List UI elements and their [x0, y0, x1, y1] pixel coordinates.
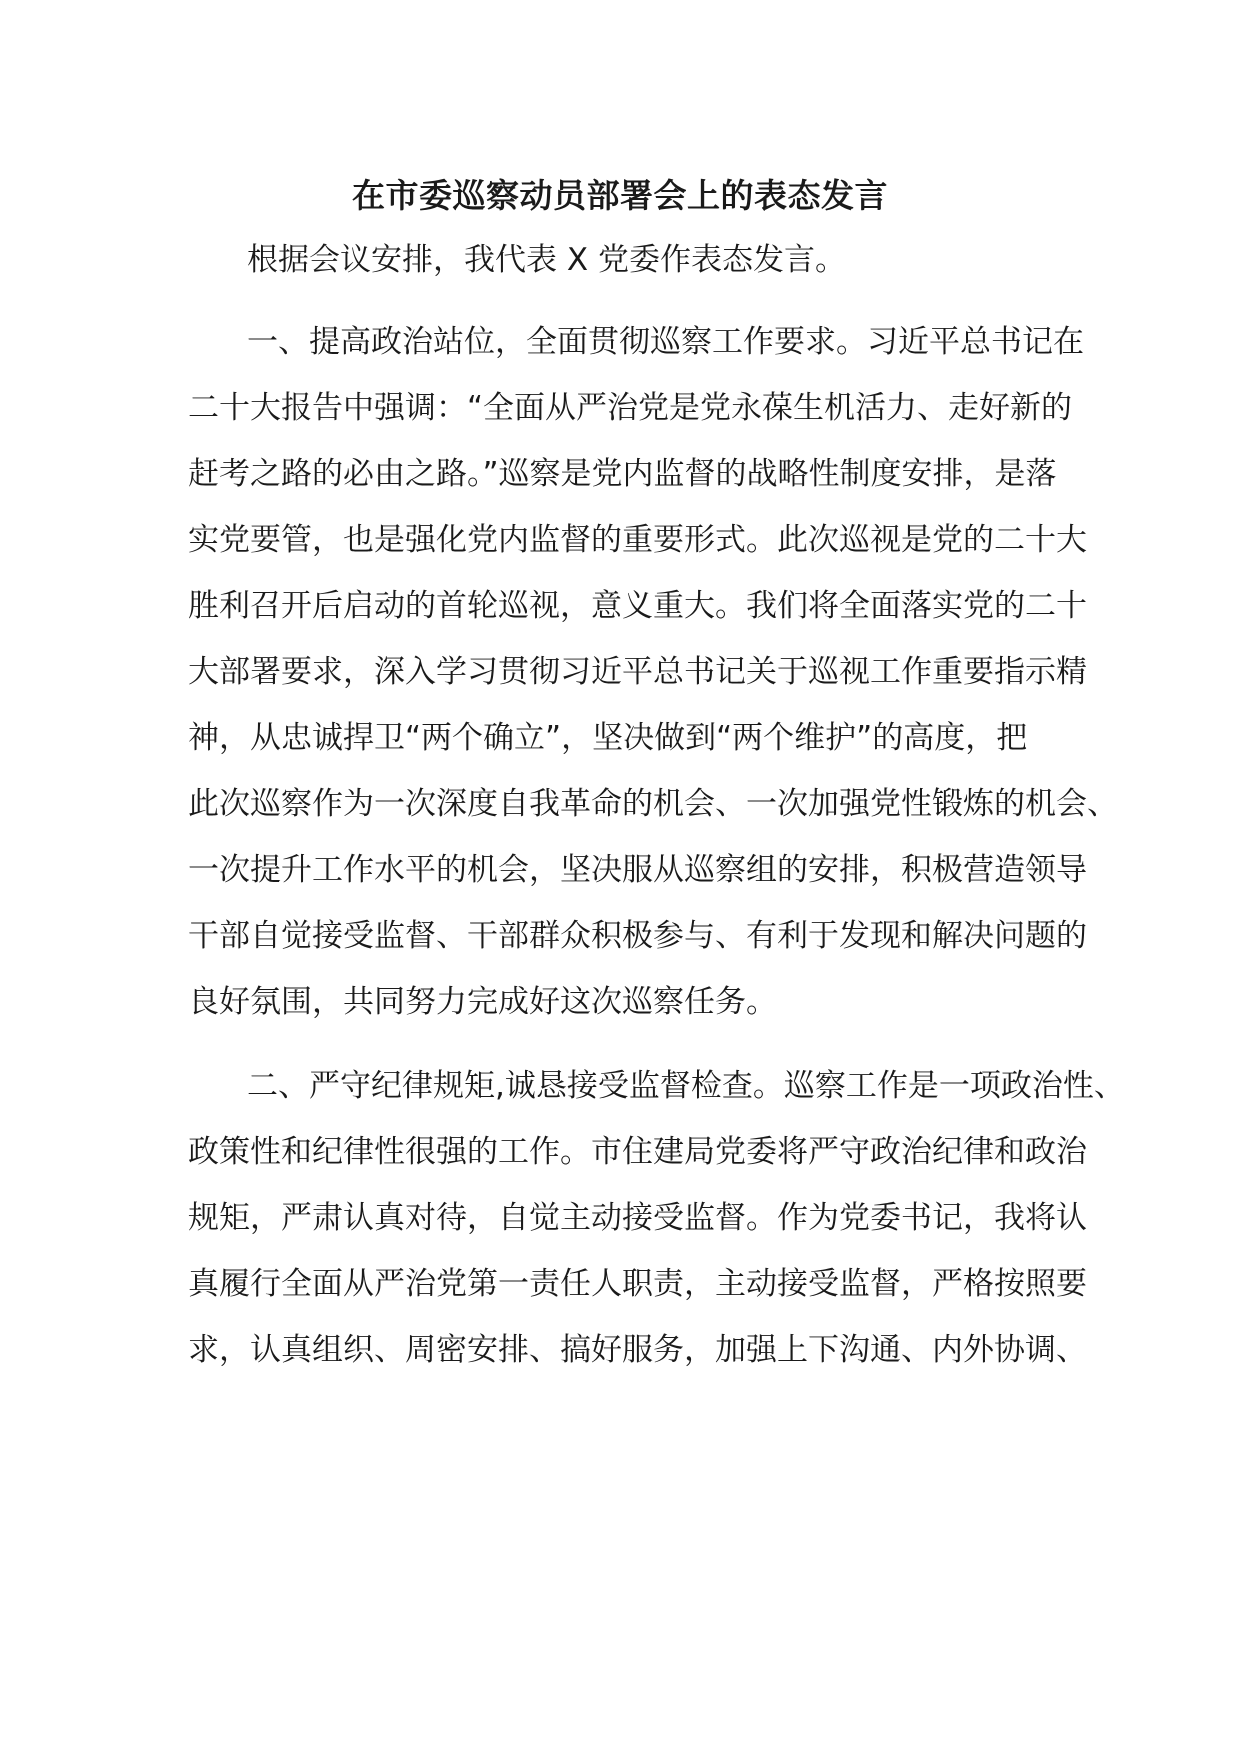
paragraph-3-line-4: 真履行全面从严治党第一责任人职责，主动接受监督，严格按照要 — [188, 1266, 1087, 1302]
paragraph-2-line-5: 胜利召开后启动的首轮巡视，意义重大。我们将全面落实党的二十 — [188, 588, 1087, 624]
paragraph-2-line-1: 一、提高政治站位，全面贯彻巡察工作要求。习近平总书记在 — [247, 324, 1084, 360]
paragraph-3-line-3: 规矩，严肃认真对待，自觉主动接受监督。作为党委书记，我将认 — [188, 1200, 1087, 1236]
paragraph-2-line-9: 一次提升工作水平的机会，坚决服从巡察组的安排，积极营造领导 — [188, 852, 1087, 888]
paragraph-2-line-3: 赶考之路的必由之路。”巡察是党内监督的战略性制度安排，是落 — [188, 456, 1057, 492]
paragraph-3-line-1: 二、严守纪律规矩,诚恳接受监督检查。巡察工作是一项政治性、 — [247, 1068, 1125, 1104]
document-title: 在市委巡察动员部署会上的表态发言 — [352, 176, 888, 215]
paragraph-2-line-11: 良好氛围，共同努力完成好这次巡察任务。 — [188, 984, 777, 1020]
paragraph-2-line-10: 干部自觉接受监督、干部群众积极参与、有利于发现和解决问题的 — [188, 918, 1087, 954]
paragraph-3-line-5: 求，认真组织、周密安排、搞好服务，加强上下沟通、内外协调、 — [188, 1332, 1087, 1368]
paragraph-2-line-8: 此次巡察作为一次深度自我革命的机会、一次加强党性锻炼的机会、 — [188, 786, 1118, 822]
paragraph-2-line-2: 二十大报告中强调：“全面从严治党是党永葆生机活力、走好新的 — [188, 390, 1073, 426]
paragraph-3-line-2: 政策性和纪律性很强的工作。市住建局党委将严守政治纪律和政治 — [188, 1134, 1087, 1170]
paragraph-2-line-6: 大部署要求，深入学习贯彻习近平总书记关于巡视工作重要指示精 — [188, 654, 1087, 690]
paragraph-2-line-7: 神，从忠诚捍卫“两个确立”，坚决做到“两个维护”的高度，把 — [188, 720, 1028, 756]
paragraph-2-line-4: 实党要管，也是强化党内监督的重要形式。此次巡视是党的二十大 — [188, 522, 1087, 558]
paragraph-1-line-1: 根据会议安排，我代表 X 党委作表态发言。 — [247, 242, 846, 278]
